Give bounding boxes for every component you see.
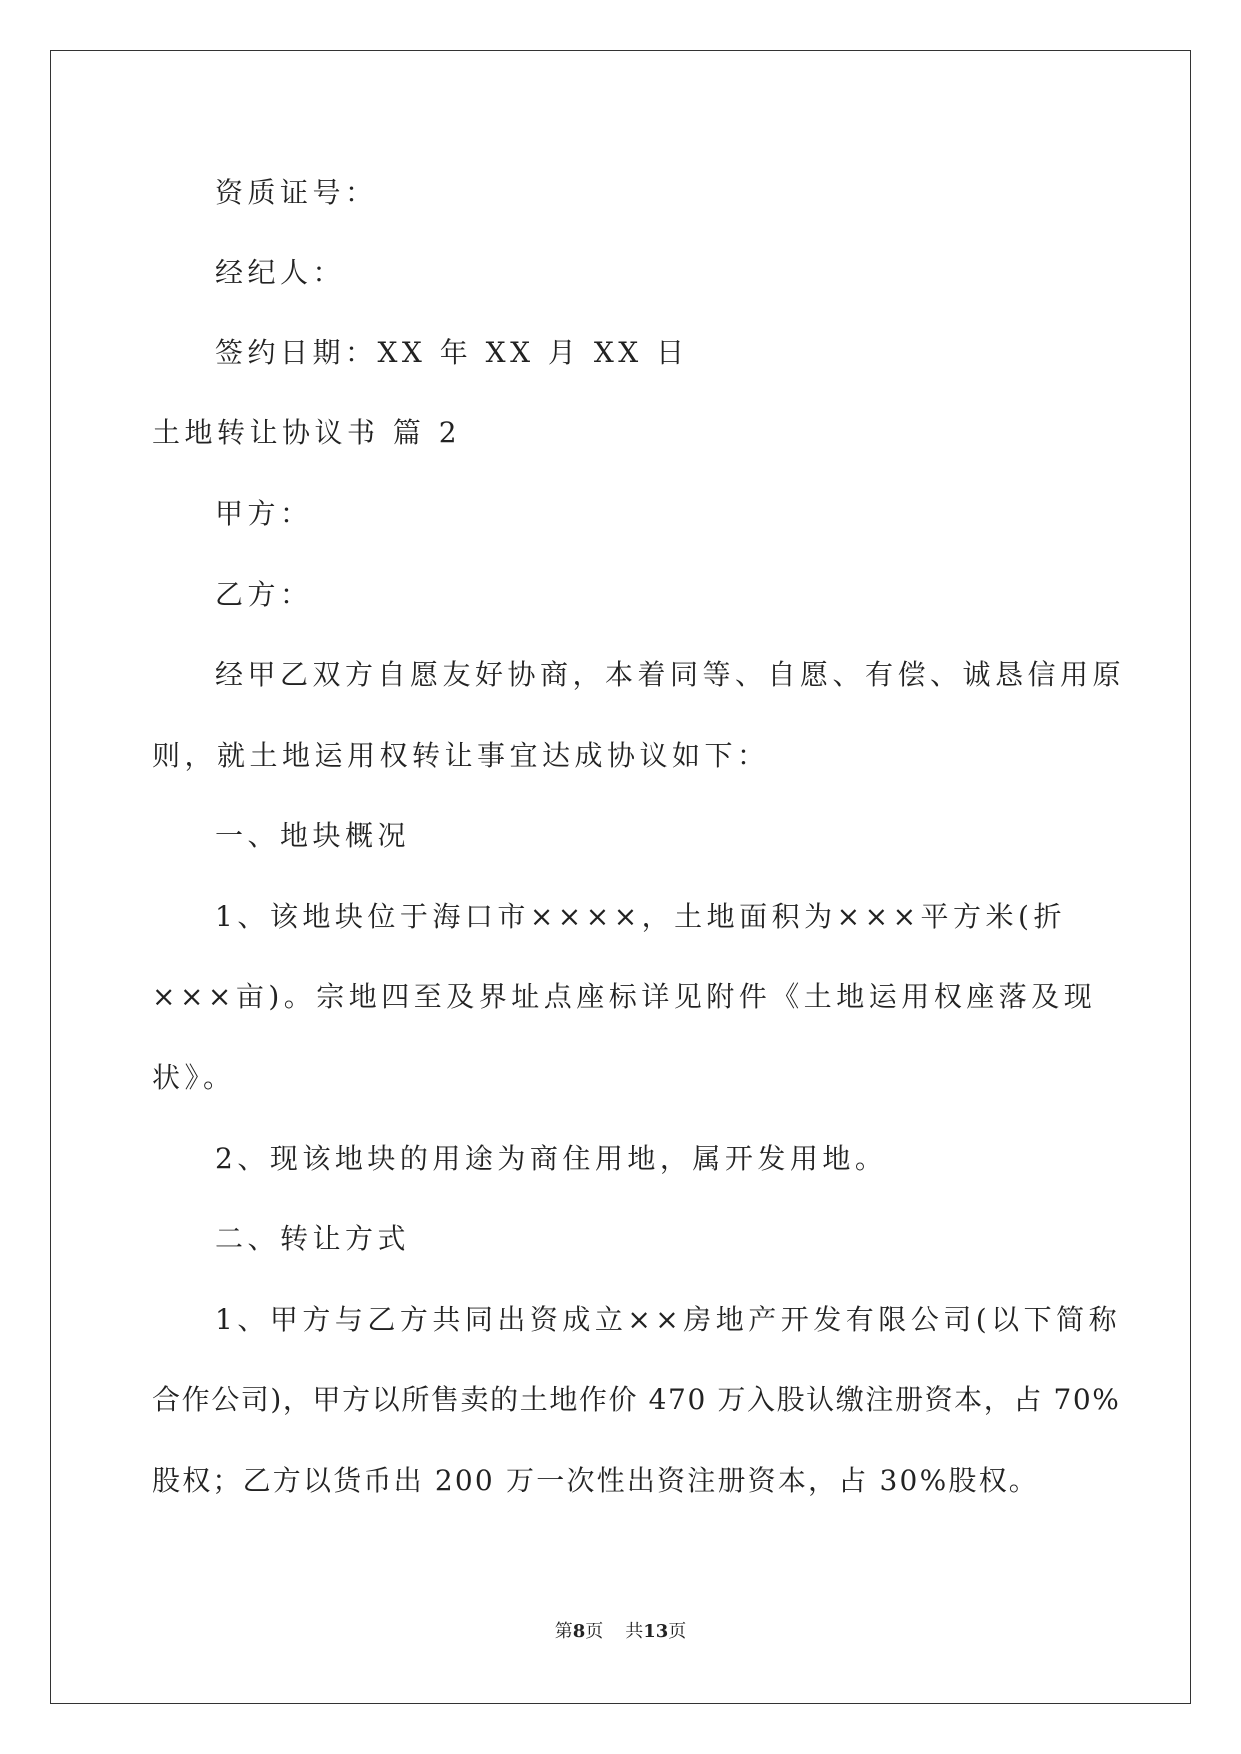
page-prefix: 第 <box>554 1621 573 1642</box>
current-page-number: 8 <box>572 1621 586 1642</box>
total-prefix: 共 <box>625 1621 644 1642</box>
party-b-label: 乙方： <box>215 578 313 611</box>
clause-1-line-2: ×××亩)。宗地四至及界址点座标详见附件《土地运用权座落及现 <box>152 980 1097 1013</box>
signing-date-line: 签约日期：XX 年 XX 月 XX 日 <box>215 336 689 369</box>
clause-2: 2、现该地块的用途为商住用地，属开发用地。 <box>215 1142 888 1175</box>
transfer-clause-1-line-1: 1、甲方与乙方共同出资成立××房地产开发有限公司(以下简称 <box>215 1303 1122 1336</box>
party-a-label: 甲方： <box>215 497 313 530</box>
intro-paragraph-line-2: 则，就土地运用权转让事宜达成协议如下： <box>152 739 770 772</box>
heading-land-overview: 一、地块概况 <box>215 819 411 852</box>
clause-1-line-3: 状》。 <box>152 1061 236 1094</box>
page-footer <box>0 1620 1241 1644</box>
section-title: 土地转让协议书 篇 2 <box>152 416 462 449</box>
page-suffix: 页 <box>585 1621 604 1642</box>
total-suffix: 页 <box>668 1621 687 1642</box>
agent-label: 经纪人： <box>215 256 346 289</box>
page-border <box>50 50 1191 1704</box>
clause-1-line-1: 1、该地块位于海口市××××，土地面积为×××平方米(折 <box>215 900 1066 933</box>
qualification-number-label: 资质证号： <box>215 176 378 209</box>
intro-paragraph-line-1: 经甲乙双方自愿友好协商，本着同等、自愿、有偿、诚恳信用原 <box>215 658 1126 691</box>
total-page-number: 13 <box>643 1621 669 1642</box>
transfer-clause-1-line-3: 股权；乙方以货币出 200 万一次性出资注册资本，占 30%股权。 <box>152 1464 1039 1497</box>
heading-transfer-method: 二、转让方式 <box>215 1222 411 1255</box>
transfer-clause-1-line-2: 合作公司)，甲方以所售卖的土地作价 470 万入股认缴注册资本，占 70% <box>152 1383 1121 1416</box>
